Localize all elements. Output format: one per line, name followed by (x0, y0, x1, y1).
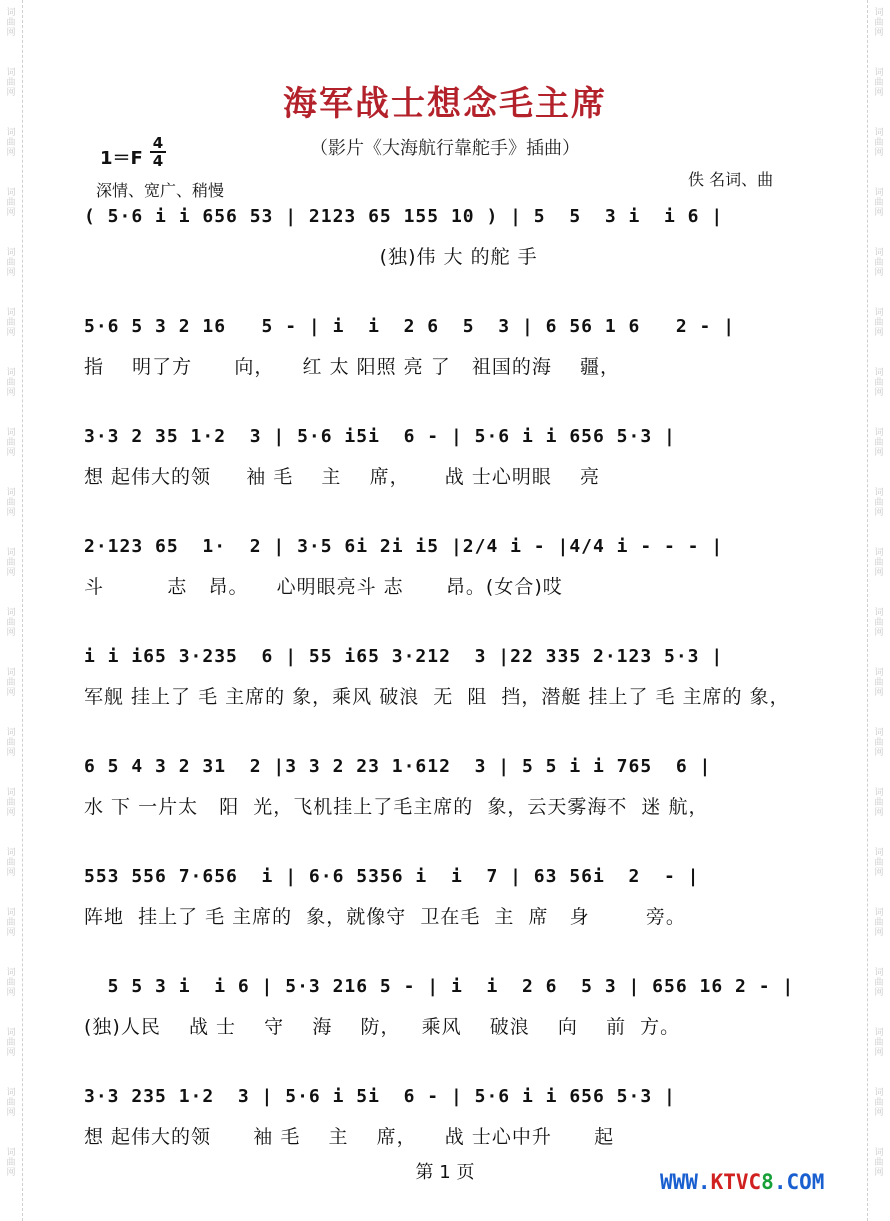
site-watermark (660, 1170, 824, 1194)
watermark-mark: 词曲网 (6, 788, 16, 818)
tempo-marking: 深情、宽广、稍慢 (96, 181, 225, 200)
left-watermark-strip (0, 0, 23, 1221)
watermark-mark: 词曲网 (6, 188, 16, 218)
song-title: 海军战士想念毛主席 (283, 84, 607, 124)
right-watermark-strip (867, 0, 890, 1221)
watermark-mark: 词曲网 (6, 308, 16, 338)
lyric-line: 军舰 挂上了 毛 主席的 象，乘风 破浪 无 阻 挡，潜艇 挂上了 毛 主席的 象， (84, 686, 790, 708)
watermark-mark: 词曲网 (6, 968, 16, 998)
watermark-mark: 词曲网 (6, 668, 16, 698)
notation-line: 5·6 5 3 2 16 5 - | i i 2 6 5 3 | 6 56 1 6 2 - | (84, 316, 736, 337)
watermark-mark: 词曲网 (874, 128, 884, 158)
lyric-line: 斗 志 昂。 心明眼亮斗 志 昂。(女合)哎 (84, 576, 563, 598)
watermark-mark: 词曲网 (6, 488, 16, 518)
watermark-mark: 词曲网 (6, 728, 16, 758)
watermark-mark: 词曲网 (6, 1088, 16, 1118)
notation-line: 553 556 7·656 i | 6·6 5356 i i 7 | 63 56i 2 - | (84, 866, 700, 887)
time-signature (150, 136, 166, 168)
notation-line: 3·3 2 35 1·2 3 | 5·6 i5i 6 - | 5·6 i i 656 5·3 | (84, 426, 676, 447)
watermark-mark: 词曲网 (874, 68, 884, 98)
watermark-mark: 词曲网 (874, 668, 884, 698)
watermark-mark: 词曲网 (6, 908, 16, 938)
notation-line: 5 5 3 i i 6 | 5·3 216 5 - | i i 2 6 5 3 | 656 16 2 - | (84, 976, 795, 997)
watermark-mark: 词曲网 (6, 248, 16, 278)
watermark-mark: 词曲网 (6, 608, 16, 638)
watermark-mark: 词曲网 (874, 608, 884, 638)
page-number: 第 1 页 (415, 1162, 475, 1183)
lyric-line: 水 下 一片太 阳 光，飞机挂上了毛主席的 象，云天雾海不 迷 航， (84, 796, 709, 818)
time-top: 4 (152, 134, 164, 152)
watermark-mark: 词曲网 (874, 488, 884, 518)
watermark-mark: 词曲网 (874, 368, 884, 398)
watermark-mark: 词曲网 (874, 1088, 884, 1118)
lyric-line: 想 起伟大的领 袖 毛 主 席， 战 士心中升 起 (84, 1126, 615, 1148)
watermark-mark: 词曲网 (874, 308, 884, 338)
key-signature: 1＝F (100, 148, 143, 169)
watermark-mark: 词曲网 (874, 188, 884, 218)
watermark-mark: 词曲网 (874, 428, 884, 458)
site-k: KTV (710, 1170, 749, 1194)
lyric-line: 指 明了方 向， 红 太 阳照 亮 了 祖国的海 疆， (84, 356, 620, 378)
lyric-line: (独)人民 战 士 守 海 防， 乘风 破浪 向 前 方。 (84, 1016, 681, 1038)
time-bottom: 4 (152, 152, 164, 170)
watermark-mark: 词曲网 (874, 8, 884, 38)
watermark-mark: 词曲网 (6, 1028, 16, 1058)
watermark-mark: 词曲网 (874, 788, 884, 818)
notation-line: 3·3 235 1·2 3 | 5·6 i 5i 6 - | 5·6 i i 656 5·3 | (84, 1086, 676, 1107)
notation-line: 2·123 65 1· 2 | 3·5 6i 2i i5 |2/4 i - |4/4 i - - - | (84, 536, 724, 557)
site-eight: 8 (761, 1170, 774, 1194)
site-prefix: WWW. (660, 1170, 711, 1194)
lyric-line: 阵地 挂上了 毛 主席的 象，就像守 卫在毛 主 席 身 旁。 (84, 906, 686, 928)
song-subtitle: （影片《大海航行靠舵手》插曲） (310, 138, 580, 159)
watermark-mark: 词曲网 (874, 548, 884, 578)
watermark-mark: 词曲网 (874, 1028, 884, 1058)
watermark-mark: 词曲网 (874, 848, 884, 878)
watermark-mark: 词曲网 (6, 68, 16, 98)
lyric-line: 想 起伟大的领 袖 毛 主 席， 战 士心明眼 亮 (84, 466, 600, 488)
watermark-mark: 词曲网 (874, 248, 884, 278)
author-credit: 佚 名词、曲 (688, 170, 774, 189)
watermark-mark: 词曲网 (6, 368, 16, 398)
watermark-mark: 词曲网 (6, 128, 16, 158)
notation-line: 6 5 4 3 2 31 2 |3 3 2 23 1·612 3 | 5 5 i i 765 6 | (84, 756, 712, 777)
notation-line: i i i65 3·235 6 | 55 i65 3·212 3 |22 335 2·123 5·3 | (84, 646, 724, 667)
watermark-mark: 词曲网 (874, 908, 884, 938)
watermark-mark: 词曲网 (874, 728, 884, 758)
watermark-mark: 词曲网 (6, 428, 16, 458)
site-suffix: .COM (773, 1170, 825, 1194)
watermark-mark: 词曲网 (6, 1148, 16, 1178)
watermark-mark: 词曲网 (874, 1148, 884, 1178)
watermark-mark: 词曲网 (874, 968, 884, 998)
watermark-mark: 词曲网 (6, 548, 16, 578)
lyric-line: (独)伟 大 的舵 手 (84, 246, 538, 268)
notation-line: ( 5·6 i i 656 53 | 2123 65 155 10 ) | 5 5 3 i i 6 | (84, 206, 724, 227)
watermark-mark: 词曲网 (6, 848, 16, 878)
watermark-mark: 词曲网 (6, 8, 16, 38)
site-c: C (748, 1170, 762, 1194)
